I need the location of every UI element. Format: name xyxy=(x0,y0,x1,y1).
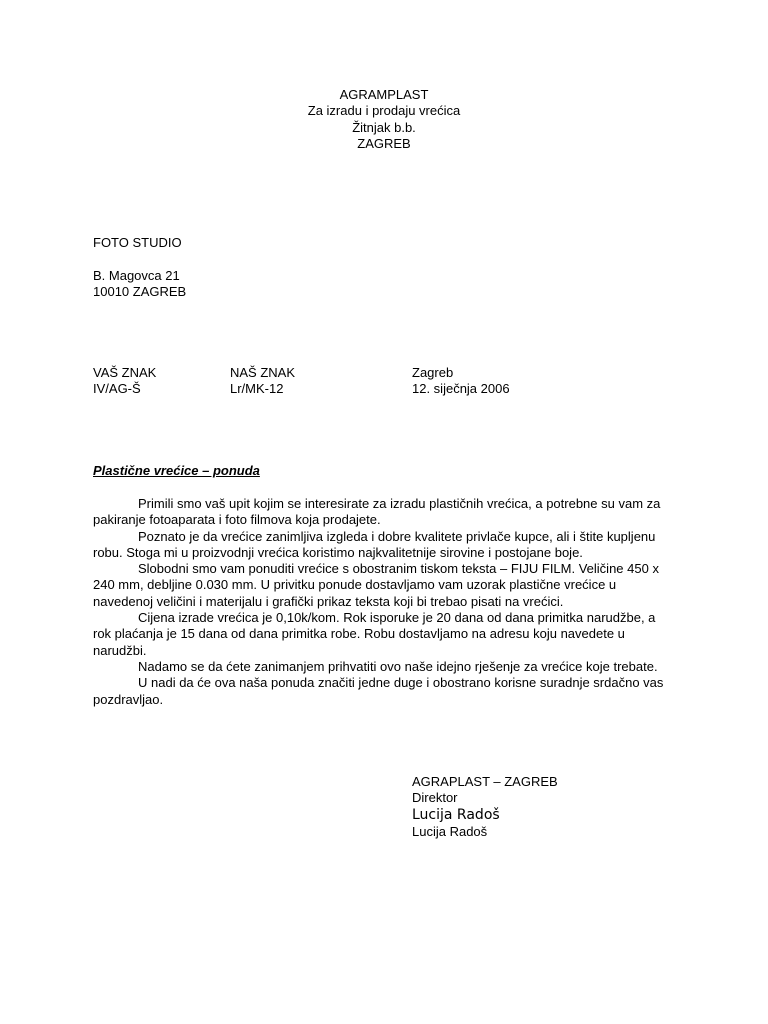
our-reference-value: Lr/MK-12 xyxy=(230,381,284,397)
handwritten-signature: Lucija Radoš xyxy=(412,806,500,823)
letter-subject: Plastične vrećice – ponuda xyxy=(93,463,260,478)
signature-title: Direktor xyxy=(412,790,458,806)
address-spacer xyxy=(93,251,186,267)
body-paragraph: Cijena izrade vrećica je 0,10k/kom. Rok isporuke je 20 dana od dana primitka narudžbe, a rok plaćanja je 15 dana od dana primitka robe. Robu dostavljamo na adresu koju navedete u narudžbi. xyxy=(93,610,656,658)
letter-date: 12. siječnja 2006 xyxy=(412,381,510,397)
our-reference xyxy=(230,365,295,398)
company-street: Žitnjak b.b. xyxy=(352,119,416,135)
company-city: ZAGREB xyxy=(357,135,411,151)
body-paragraph: Primili smo vaš upit kojim se interesirate za izradu plastičnih vrećica, a potrebne su vam za pakiranje fotoaparata i foto filmova koja prodajete. xyxy=(93,496,661,528)
body-paragraph: Slobodni smo vam ponuditi vrećice s obostranim tiskom teksta – FIJU FILM. Veličine 450 x 240 mm, debljine 0.030 mm. U privitku ponude dostavljamo vam uzorak plastične vrećice u navedenoj veličini i materijalu i grafički prikaz teksta koji bi trebao pisati na vrećici. xyxy=(93,561,659,609)
recipient-name: FOTO STUDIO xyxy=(93,235,182,250)
recipient-city: 10010 ZAGREB xyxy=(93,283,187,299)
our-reference-label: NAŠ ZNAK xyxy=(230,365,296,380)
signature-company: AGRAPLAST – ZAGREB xyxy=(412,774,558,789)
body-paragraph: U nadi da će ova naša ponuda značiti jedne duge i obostrano korisne suradnje srdačno vas pozdravljao. xyxy=(93,675,664,707)
recipient-street: B. Magovca 21 xyxy=(93,267,180,283)
your-reference-value: IV/AG-Š xyxy=(93,381,141,397)
company-name: AGRAMPLAST xyxy=(339,87,429,102)
letter-body xyxy=(93,496,673,708)
body-paragraph: Nadamo se da ćete zanimanjem prihvatiti ovo naše idejno rješenje za vrećice koje trebate. xyxy=(138,658,658,674)
your-reference-label: VAŠ ZNAK xyxy=(93,365,157,380)
letterhead xyxy=(0,87,768,152)
recipient-address xyxy=(93,235,186,300)
signature-block xyxy=(412,774,558,840)
signatory-name: Lucija Radoš xyxy=(412,823,488,839)
company-activity: Za izradu i prodaju vrećica xyxy=(307,103,461,119)
your-reference xyxy=(93,365,156,398)
letter-place: Zagreb xyxy=(412,365,454,380)
body-paragraph: Poznato je da vrećice zanimljiva izgleda i dobre kvalitete privlače kupce, ali i štite kupljenu robu. Stoga mi u proizvodnji vrećica koristimo najkvalitetnije sirovine i postojane boje. xyxy=(93,528,656,560)
place-date xyxy=(412,365,510,398)
